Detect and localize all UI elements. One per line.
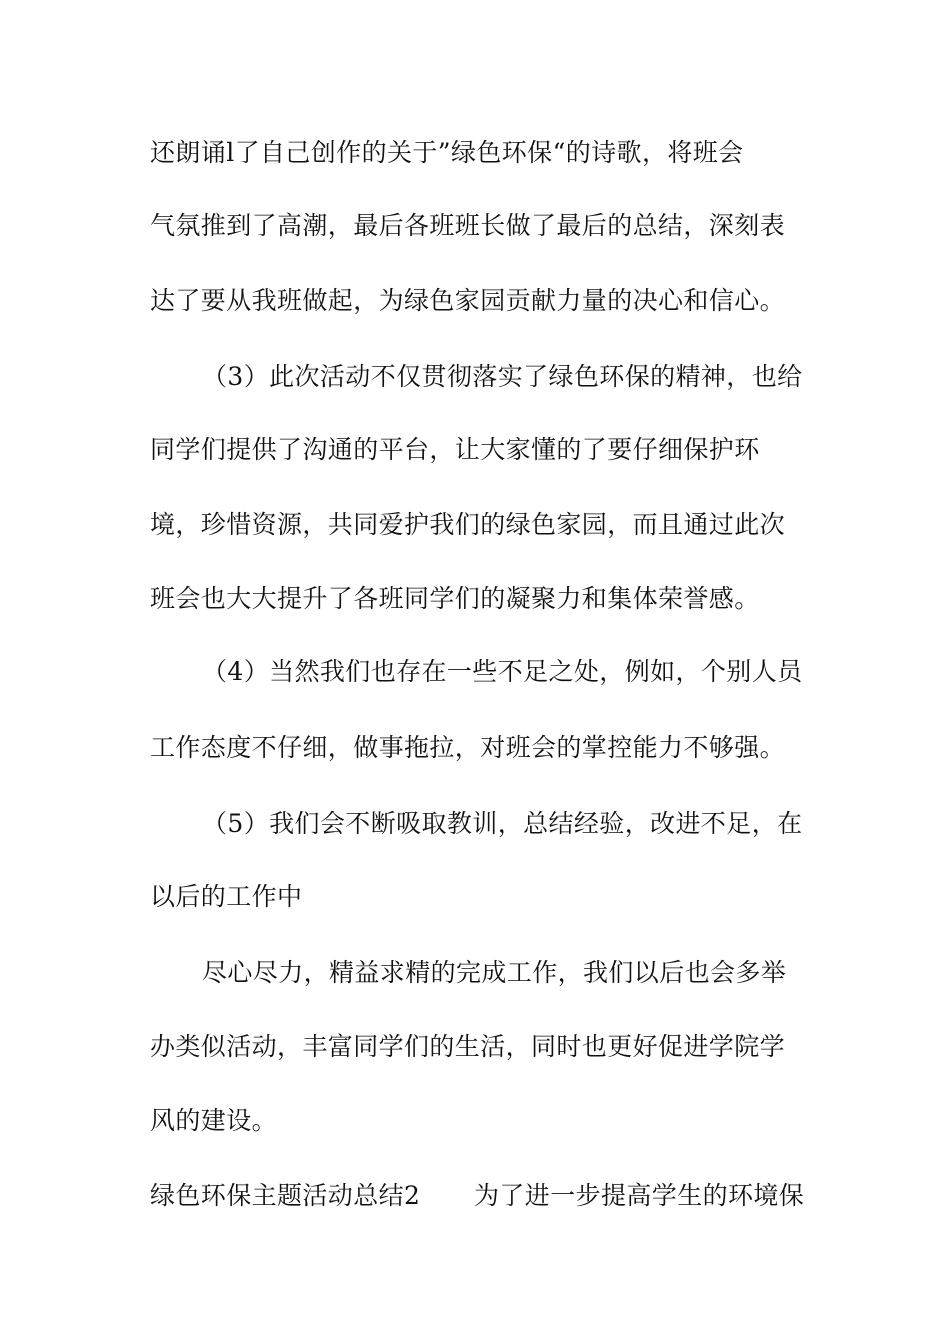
paragraph-line: 办类似活动，丰富同学们的生活，同时也更好促进学院学 <box>150 1032 786 1061</box>
paragraph-line: 尽心尽力，精益求精的完成工作，我们以后也会多举 <box>202 958 787 987</box>
paragraph-line: （4）当然我们也存在一些不足之处，例如，个别人员 <box>202 657 803 686</box>
paragraph-line: 境，珍惜资源，共同爱护我们的绿色家园，而且通过此次 <box>150 510 786 539</box>
paragraph-line: 气氛推到了高潮，最后各班班长做了最后的总结，深刻表 <box>150 211 786 240</box>
paragraph-line: 还朗诵l了自己创作的关于”绿色环保“的诗歌，将班会 <box>150 138 744 167</box>
paragraph-line: 以后的工作中 <box>150 882 303 911</box>
paragraph-line: 工作态度不仔细，做事拖拉，对班会的掌控能力不够强。 <box>150 733 786 762</box>
paragraph-line: 风的建设。 <box>150 1106 278 1135</box>
section-first-line: 为了进一步提高学生的环境保 <box>474 1181 805 1210</box>
paragraph-line: 同学们提供了沟通的平台，让大家懂的了要仔细保护环 <box>150 435 760 464</box>
paragraph-line: 班会也大大提升了各班同学们的凝聚力和集体荣誉感。 <box>150 584 760 613</box>
paragraph-line: （5）我们会不断吸取教训，总结经验，改进不足，在 <box>202 809 803 838</box>
paragraph-line: （3）此次活动不仅贯彻落实了绿色环保的精神，也给 <box>202 362 803 391</box>
section-heading: 绿色环保主题活动总结2 <box>150 1181 421 1210</box>
paragraph-line: 达了要从我班做起，为绿色家园贡献力量的决心和信心。 <box>150 286 786 315</box>
